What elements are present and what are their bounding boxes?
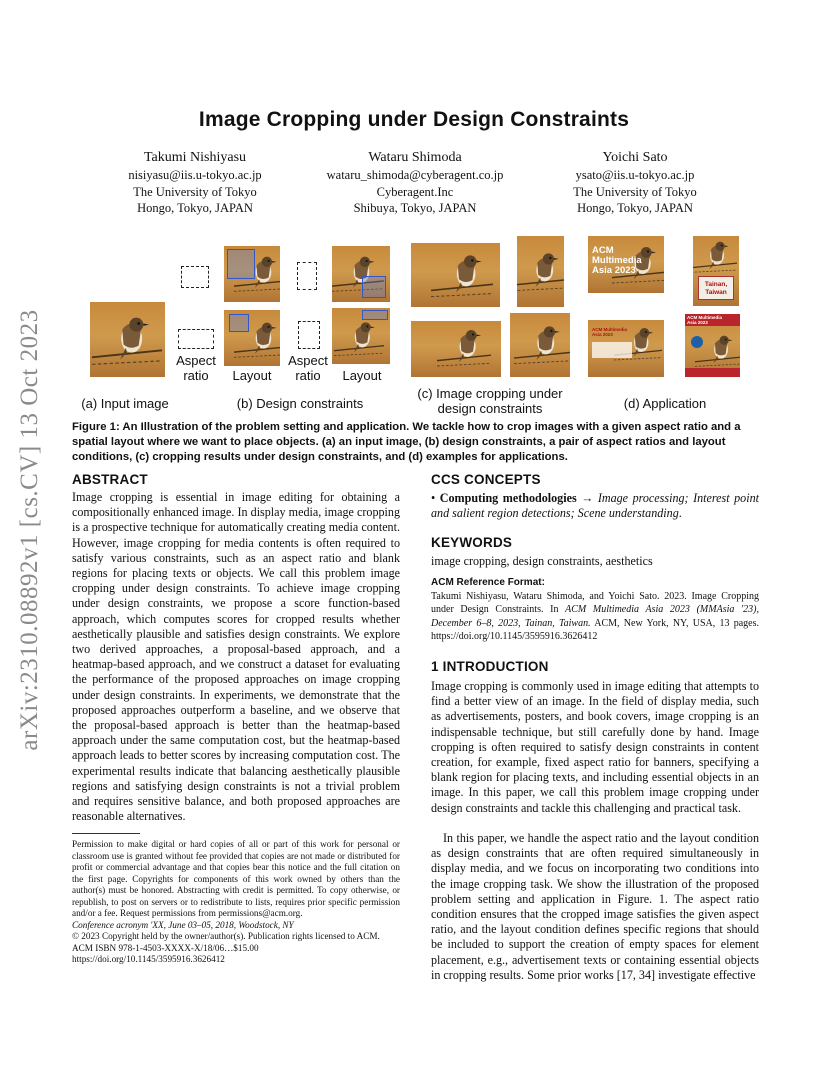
layout-image	[224, 246, 280, 302]
author-name: Yoichi Sato	[602, 150, 668, 165]
abstract-heading: ABSTRACT	[72, 472, 148, 487]
bird-icon	[411, 321, 501, 377]
author-email: ysato@iis.u-tokyo.ac.jp	[575, 168, 695, 182]
author-email: nisiyasu@iis.u-tokyo.ac.jp	[128, 168, 262, 182]
author-location: Hongo, Tokyo, JAPAN	[577, 201, 693, 215]
ccs-heading: CCS CONCEPTS	[431, 472, 541, 487]
layout-image	[224, 310, 280, 366]
layout-label: Layout	[232, 368, 272, 383]
aspect-ratio-label: Aspect ratio	[176, 353, 216, 383]
crop-result	[510, 313, 570, 377]
poster	[588, 236, 664, 293]
permission-text: Permission to make digital or hard copies of all or part of this work for personal or classroom use is granted without fee provided that copies are not made or distributed for profit or commercial advantage and that copies bear this notice and the full citation on the first page. Copyrights for components of this work owned by others than the author(s) must be honored. Abstracting with credit is permitted. To copy otherwise, or republish, to post on servers or to redistribute to lists, requires prior specific permission and/or a fee. Request permissions from permissions@acm.org.	[72, 839, 400, 918]
author-email: wataru_shimoda@cyberagent.co.jp	[326, 168, 504, 182]
reference-text: Takumi Nishiyasu, Wataru Shimoda, and Yoichi Sato. 2023. Image Cropping under Design Constraints. In	[431, 590, 759, 615]
poster-label: Tainan, Taiwan	[698, 276, 734, 300]
author-name: Wataru Shimoda	[368, 150, 462, 165]
aspect-ratio-label: Aspect ratio	[288, 353, 328, 383]
poster-title: ACM Multimedia Asia 2023	[592, 245, 642, 276]
doi-line: https://doi.org/10.1145/3595916.3626412	[72, 954, 225, 964]
bird-icon	[411, 243, 500, 307]
conference-line: Conference acronym 'XX, June 03–05, 2018, Woodstock, NY	[72, 919, 294, 930]
subcaption-b: (b) Design constraints	[236, 396, 364, 411]
reference-format	[431, 576, 759, 644]
crop-result	[411, 321, 501, 377]
author-location: Shibuya, Tokyo, JAPAN	[353, 201, 477, 215]
crop-result	[517, 236, 564, 307]
subcaption-a: (a) Input image	[81, 396, 169, 411]
subcaption-d: (d) Application	[623, 396, 707, 411]
reference-tail: ACM, New York, NY, USA, 13 pages. https://doi.org/10.1145/3595916.3626412	[431, 617, 759, 642]
aspect-ratio-box	[178, 329, 214, 349]
bird-icon	[517, 236, 564, 307]
ccs-italic: Image processing; Interest point and salient region detections; Scene understanding	[431, 491, 759, 521]
layout-label: Layout	[342, 368, 382, 383]
figure-1	[0, 0, 828, 420]
layout-image	[332, 246, 390, 302]
ccs-bullet: •	[431, 491, 440, 505]
crop-result	[411, 243, 500, 307]
poster	[693, 236, 739, 306]
ccs-arrow: →	[576, 491, 598, 505]
ccs-end: .	[678, 506, 682, 521]
introduction-p2: In this paper, we handle the aspect ratio and the layout condition as design constraints that are often required simultaneously in display media, and we focus on incorporating two conditions into the image cropping task. We show the illustration of the proposed problem setting and application in Figure. 1. The aspect ratio condition ensures that the cropped image satisfies the given aspect ratio, and the layout condition defines specific regions that should be included to support the creation of empty spaces for element placement, e.g., advertisement texts or containing essential objects in cropping results. Some prior works [17, 34] investigate effective	[431, 831, 759, 982]
input-image	[90, 302, 165, 377]
aspect-ratio-box	[297, 262, 317, 290]
reference-venue: ACM Multimedia Asia 2023 (MMAsia '23), December 6–8, 2023, Tainan, Taiwan.	[431, 604, 759, 629]
figure-caption: Figure 1: An Illustration of the problem setting and application. We tackle how to crop images with a given aspect ratio and a spatial layout where we want to place objects. (a) an input image, (b) design constraints, a pair of aspect ratios and layout conditions, (c) cropping results under design constraints, and (d) examples for applications.	[72, 421, 741, 463]
reference-heading: ACM Reference Format:	[431, 577, 545, 588]
ccs-bold: Computing methodologies	[439, 491, 577, 505]
bird-icon	[90, 302, 165, 377]
author-affiliation: Cyberagent.Inc	[376, 184, 454, 199]
poster-title: ACM Multimedia Asia 2023	[687, 315, 723, 325]
arxiv-id: arXiv:2310.08892v1 [cs.CV] 13 Oct 2023	[16, 309, 43, 751]
poster	[685, 314, 740, 377]
isbn-line: ACM ISBN 978-1-4503-XXXX-X/18/06…$15.00	[72, 942, 259, 953]
keywords-text: image cropping, design constraints, aesthetics	[431, 554, 653, 568]
aspect-ratio-box	[181, 266, 209, 288]
author-affiliation: The University of Tokyo	[133, 184, 257, 199]
abstract-text: Image cropping is essential in image editing for obtaining a compositionally enhanced image. In display media, image cropping is a prospective technique for automatically creating media content. However, image cropping for media contents is often required to satisfy various constraints, such as an aspect ratio and blank regions for placing texts or objects. We call this problem image cropping under design constraints. To achieve image cropping under design constraints, we propose a score function-based approach, which computes scores for cropped results whether aesthetically plausible and satisfies design constraints. We explore two derived approaches, a proposal-based approach, and a heatmap-based approach, and we construct a dataset for evaluating the performance of the proposed approaches on image cropping under design constraints. In experiments, we demonstrate that the proposed approaches outperform a baseline, and we observe that the proposal-based approach is better than the heatmap-based approach under the same computation cost, but the heatmap-based approach leads to better scores by increasing computation cost. The experimental results indicate that balancing aesthetically plausible regions and satisfying design constraints is not a trivial problem and requires sensitive balance, and both proposed approaches are reasonable alternatives.	[72, 490, 400, 824]
copyright-line: © 2023 Copyright held by the owner/author(s). Publication rights licensed to ACM.	[72, 931, 380, 941]
footnote-rule	[72, 833, 140, 834]
poster	[588, 320, 664, 377]
poster-title: ACM Multimedia Asia 2023	[592, 327, 628, 337]
author-name: Takumi Nishiyasu	[143, 150, 247, 165]
keywords-heading: KEYWORDS	[431, 535, 513, 550]
introduction-p1: Image cropping is commonly used in image editing that attempts to find a better view of an image. In the field of display media, such as advertisements, posters, and book covers, image cropping is an indispensable technique, but still carefully done by hand. Image cropping is often required to satisfy design constraints in content creation, for example, fixed aspect ratio for banners, specifying a blank region for placing texts, and including essential objects in an image. In this paper, we call this problem image cropping under design constraints and tackle this challenging and practical task.	[431, 679, 759, 815]
bird-icon	[510, 313, 570, 377]
author-location: Hongo, Tokyo, JAPAN	[137, 201, 253, 215]
ccs-text	[431, 491, 759, 521]
author-affiliation: The University of Tokyo	[573, 184, 697, 199]
layout-image	[332, 308, 390, 364]
subcaption-c: (c) Image cropping under design constraints	[417, 386, 563, 416]
introduction-heading: 1 INTRODUCTION	[431, 659, 549, 674]
aspect-ratio-box	[298, 321, 320, 349]
paper-title: Image Cropping under Design Constraints	[198, 108, 630, 131]
permission-notice	[72, 839, 400, 966]
